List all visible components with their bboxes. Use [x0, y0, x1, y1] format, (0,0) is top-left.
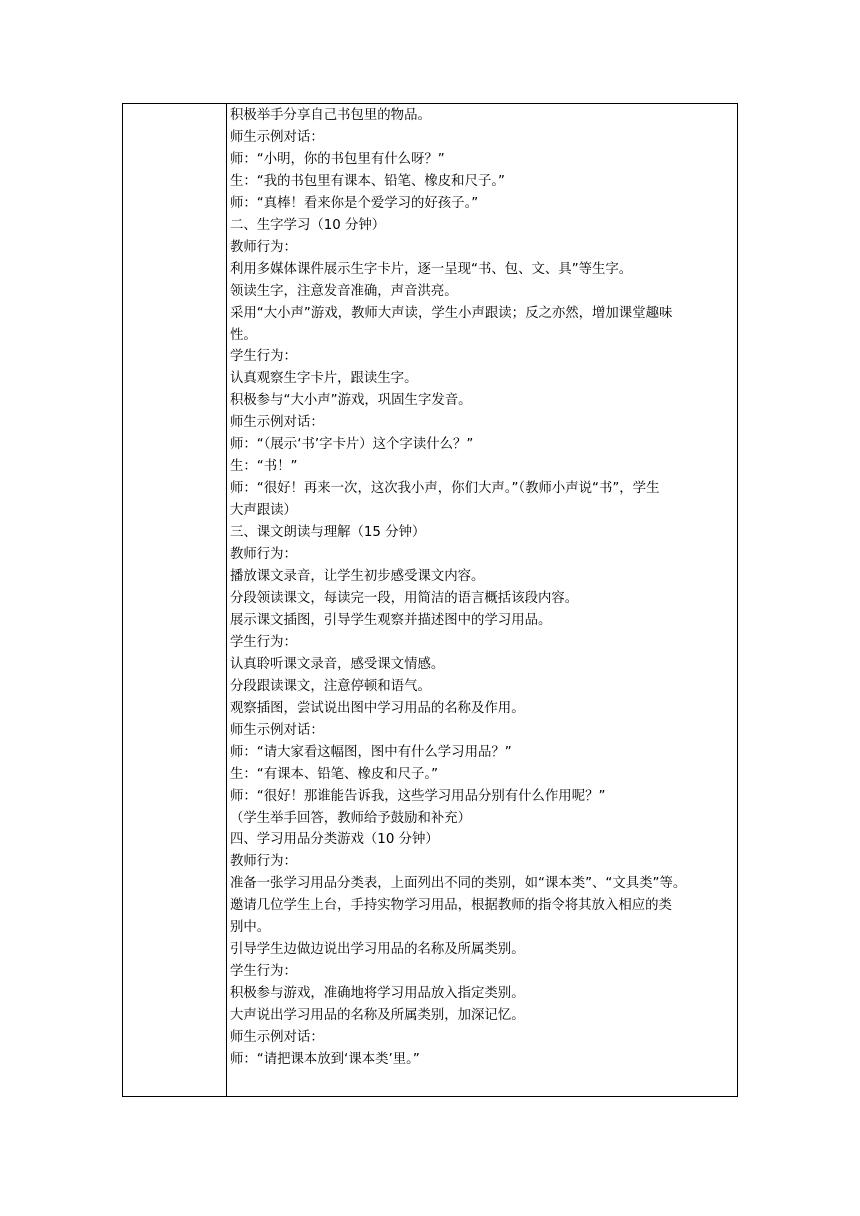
text-line: 大声说出学习用品的名称及所属类别，加深记忆。: [230, 1008, 525, 1024]
text-line: 师：“很好！那谁能告诉我，这些学习用品分别有什么作用呢？”: [230, 788, 606, 804]
text-line: 师：“（展示‘书’字卡片）这个字读什么？”: [230, 437, 474, 453]
text-line: 学生行为：: [230, 634, 297, 650]
text-line: 分段领读课文，每读完一段，用简洁的语言概括该段内容。: [230, 590, 579, 606]
text-line: 引导学生边做边说出学习用品的名称及所属类别。: [230, 942, 525, 958]
text-line: 教师行为：: [230, 547, 297, 563]
text-line: 性。: [230, 327, 257, 343]
section-heading: 四、学习用品分类游戏（10 分钟）: [230, 832, 439, 848]
text-line: 领读生字，注意发音准确，声音洪亮。: [230, 283, 458, 299]
section-heading: 二、生字学习（10 分钟）: [230, 217, 386, 233]
text-line: 师：“小明，你的书包里有什么呀？”: [230, 151, 445, 167]
text-line: 师：“请大家看这幅图，图中有什么学习用品？”: [230, 744, 512, 760]
text-line: 准备一张学习用品分类表，上面列出不同的类别，如“课本类”、“文具类”等。: [230, 876, 687, 892]
text-line: 生：“我的书包里有课本、铅笔、橡皮和尺子。”: [230, 173, 505, 189]
text-line: 教师行为：: [230, 239, 297, 255]
text-line: 大声跟读）: [230, 503, 297, 519]
text-line: 利用多媒体课件展示生字卡片，逐一呈现“书、包、文、具”等生字。: [230, 261, 633, 277]
text-line: 师生示例对话：: [230, 1030, 324, 1046]
text-line: 师生示例对话：: [230, 722, 324, 738]
text-line: 师：“很好！再来一次，这次我小声，你们大声。”（教师小声说“书”，学生: [230, 481, 660, 497]
text-line: 学生行为：: [230, 349, 297, 365]
text-line: 师生示例对话：: [230, 415, 324, 431]
text-line: （学生举手回答，教师给予鼓励和补充）: [230, 810, 472, 826]
text-line: 积极参与游戏，准确地将学习用品放入指定类别。: [230, 986, 525, 1002]
text-line: 师生示例对话：: [230, 129, 324, 145]
text-line: 认真聆听课文录音，感受课文情感。: [230, 656, 445, 672]
text-line: 观察插图，尝试说出图中学习用品的名称及作用。: [230, 700, 525, 716]
text-line: 认真观察生字卡片，跟读生字。: [230, 371, 418, 387]
text-line: 展示课文插图，引导学生观察并描述图中的学习用品。: [230, 612, 552, 628]
text-line: 播放课文录音，让学生初步感受课文内容。: [230, 569, 485, 585]
section-heading: 三、课文朗读与理解（15 分钟）: [230, 525, 426, 541]
text-line: 教师行为：: [230, 854, 297, 870]
text-line: 师：“真棒！看来你是个爱学习的好孩子。”: [230, 195, 479, 211]
text-line: 采用“大小声”游戏，教师大声读，学生小声跟读；反之亦然，增加课堂趣味: [230, 305, 673, 321]
text-line: 别中。: [230, 920, 271, 936]
text-line: 邀请几位学生上台，手持实物学习用品，根据教师的指令将其放入相应的类: [230, 898, 672, 914]
text-line: 生：“书！”: [230, 459, 298, 475]
table-content-cell: [123, 104, 737, 1096]
text-line: 积极参与“大小声”游戏，巩固生字发音。: [230, 393, 472, 409]
text-line: 学生行为：: [230, 964, 297, 980]
text-line: 师：“请把课本放到‘课本类’里。”: [230, 1051, 420, 1067]
text-line: 分段跟读课文，注意停顿和语气。: [230, 678, 431, 694]
lesson-plan-table: [122, 103, 738, 1097]
text-line: 生：“有课本、铅笔、橡皮和尺子。”: [230, 766, 439, 782]
text-line: 积极举手分享自己书包里的物品。: [230, 108, 431, 123]
